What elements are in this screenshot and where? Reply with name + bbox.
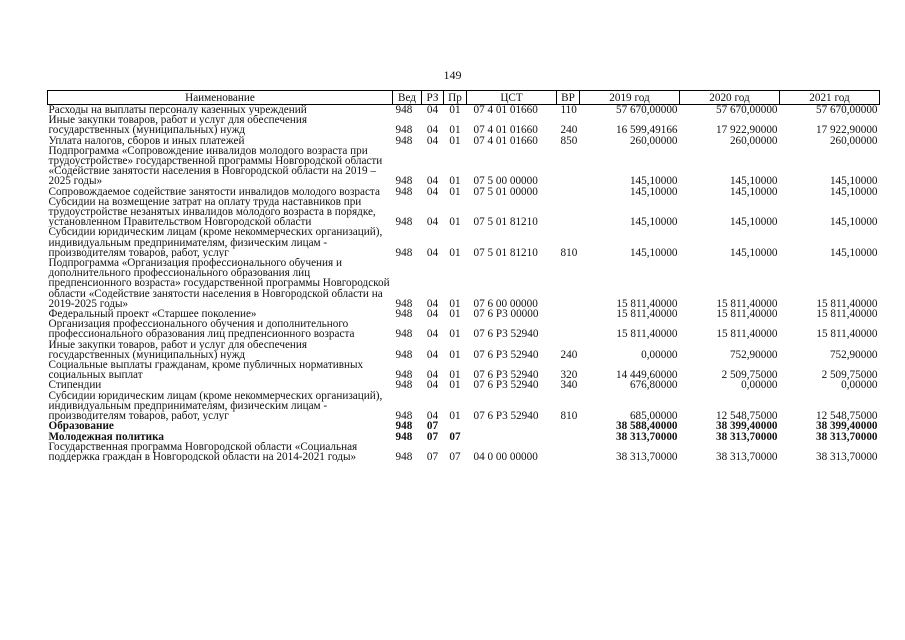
table-row: [48, 136, 880, 146]
cell-rz: 07: [426, 421, 439, 432]
cell-2020: 15 811,40000: [716, 309, 778, 320]
cell-2019: 145,10000: [629, 175, 678, 187]
table-row: [48, 258, 880, 309]
cell-cst: 07 5 00 00000: [473, 175, 538, 187]
cell-pr: 01: [449, 175, 461, 187]
cell-rz: 04: [426, 380, 439, 391]
cell-cst: 07 6 P3 52940: [473, 328, 539, 340]
cell-name: Субсидии юридическим лицам (кроме некоммерческих организаций), индивидуальным предпринимателям, физическим лицам - производителям товаров, работ, услуг: [48, 227, 383, 259]
cell-ved: 948: [395, 328, 413, 340]
table-row: [48, 391, 880, 422]
cell-ved: 948: [395, 421, 413, 432]
header-rz: РЗ: [422, 91, 444, 105]
cell-2019: 260,00000: [629, 135, 678, 146]
header-pr: Пр: [444, 91, 467, 105]
cell-pr: 01: [449, 328, 461, 340]
cell-ved: 948: [395, 175, 413, 187]
cell-cst: 07 6 P3 52940: [473, 380, 539, 391]
cell-ved: 948: [395, 348, 413, 361]
cell-cst: 07 4 01 01660: [473, 124, 538, 136]
header-vr: ВР: [557, 91, 580, 105]
cell-2019: 15 811,40000: [616, 297, 678, 310]
cell-2021: 15 811,40000: [816, 297, 878, 310]
cell-2021: 145,10000: [829, 216, 878, 228]
cell-2019: 145,10000: [629, 186, 678, 197]
cell-2021: 2 509,75000: [821, 369, 878, 381]
cell-cst: 07 4 01 01660: [473, 135, 538, 146]
cell-2020: 38 313,70000: [715, 431, 778, 442]
page-number: 149: [443, 68, 462, 82]
cell-2019: 0,00000: [641, 348, 678, 361]
cell-name: Иные закупки товаров, работ и услуг для обеспечения государственных (муниципальных) нужд: [48, 339, 308, 361]
cell-pr: 01: [449, 216, 461, 228]
cell-2020: 0,00000: [741, 380, 778, 391]
cell-vr: [557, 421, 580, 431]
header-name: Наименование: [48, 91, 393, 105]
cell-name: Молодежная политика: [48, 431, 164, 442]
table-row: [48, 340, 880, 360]
cell-name: Подпрограмма «Организация профессионального обучения и дополнительного профессионального образования лиц предпенсионного возраста» государственной программы Новгородской области «Содействие занятости населения в Новгородской области на 2019-2025 годы»: [48, 258, 390, 310]
cell-cst: 07 6 P3 52940: [473, 348, 539, 361]
cell-pr: 01: [449, 410, 461, 422]
cell-vr: [557, 309, 580, 319]
header-cst: ЦСТ: [467, 91, 557, 105]
cell-2020: 145,10000: [729, 186, 778, 197]
table-row: [48, 187, 880, 197]
cell-vr: 240: [560, 124, 578, 136]
cell-cst: 07 6 P3 00000: [473, 309, 539, 320]
cell-ved: 948: [395, 369, 413, 381]
cell-cst: [467, 421, 557, 431]
cell-2019: 145,10000: [629, 216, 678, 228]
cell-cst: 07 4 01 01660: [473, 104, 538, 116]
cell-pr: 07: [449, 431, 461, 442]
cell-rz: 04: [426, 309, 439, 320]
cell-2021: 38 399,40000: [815, 421, 878, 432]
cell-2020: 57 670,00000: [715, 104, 778, 116]
cell-vr: [557, 146, 580, 187]
table-row: [48, 360, 880, 380]
table-row: [48, 432, 880, 442]
cell-rz: 04: [426, 297, 439, 310]
cell-name: Организация профессионального обучения и дополнительного профессионального образования лиц предпенсионного возраста: [48, 319, 355, 340]
cell-name: Подпрограмма «Сопровождение инвалидов молодого возраста при трудоустройстве» государственной программы Новгородской области «Содействие занятости населения в Новгородской области на 2019 – 2025 годы»: [48, 145, 383, 187]
cell-vr: 850: [560, 135, 578, 146]
cell-name: Расходы на выплаты персоналу казенных учреждений: [48, 104, 307, 116]
cell-cst: 07 6 P3 52940: [473, 410, 539, 422]
cell-2021: 38 313,70000: [815, 450, 878, 463]
cell-rz: 04: [426, 135, 439, 146]
cell-2019: 14 449,60000: [615, 369, 678, 381]
cell-vr: 340: [560, 380, 578, 391]
cell-2020: 145,10000: [729, 246, 778, 259]
cell-2019: 38 313,70000: [615, 431, 678, 442]
cell-ved: 948: [395, 186, 413, 197]
table-row: [48, 442, 880, 462]
cell-pr: 01: [449, 369, 461, 381]
cell-name: Субсидии юридическим лицам (кроме некоммерческих организаций), индивидуальным предпринимателям, физическим лицам - производителям товаров, работ, услуг: [48, 390, 383, 422]
cell-vr: [557, 442, 580, 462]
cell-2020: 17 922,90000: [715, 124, 778, 136]
cell-2019: 16 599,49166: [615, 124, 678, 136]
table-header-row: [48, 91, 880, 105]
table-row: [48, 197, 880, 228]
header-2019: 2019 год: [580, 91, 680, 105]
cell-2021: 260,00000: [829, 135, 878, 146]
cell-cst: 07 6 P3 52940: [473, 369, 539, 381]
cell-cst: 04 0 00 00000: [473, 450, 538, 463]
cell-name: Субсидии на возмещение затрат на оплату труда наставников при трудоустройстве незанятых инвалидов молодого возраста в порядке, установленном Правительством Новгородской области: [48, 196, 376, 228]
cell-name: Социальные выплаты гражданам, кроме публичных нормативных социальных выплат: [48, 360, 364, 381]
cell-name: Сопровождаемое содействие занятости инвалидов молодого возраста: [48, 186, 380, 197]
cell-ved: 948: [395, 246, 413, 259]
table-row: [48, 105, 880, 116]
cell-name: Федеральный проект «Старшее поколение»: [48, 309, 257, 320]
cell-2020: 260,00000: [729, 135, 778, 146]
header-2020: 2020 год: [680, 91, 780, 105]
cell-cst: 07 6 00 00000: [473, 297, 538, 310]
cell-cst: [467, 432, 557, 442]
cell-2021: 0,00000: [841, 380, 878, 391]
cell-name: Стипендии: [48, 380, 102, 391]
table-row: [48, 319, 880, 339]
table-row: [48, 309, 880, 319]
cell-2021: 15 811,40000: [816, 309, 878, 320]
cell-2020: 15 811,40000: [716, 297, 778, 310]
table-row: [48, 146, 880, 187]
cell-ved: 948: [395, 380, 413, 391]
cell-ved: 948: [395, 216, 413, 228]
cell-ved: 948: [395, 450, 413, 463]
header-ved: Вед: [393, 91, 422, 105]
cell-pr: 01: [449, 135, 461, 146]
cell-ved: 948: [395, 309, 413, 320]
cell-2020: 752,90000: [729, 348, 778, 361]
cell-vr: [557, 432, 580, 442]
cell-2019: 145,10000: [629, 246, 678, 259]
cell-vr: [557, 187, 580, 197]
cell-2021: 57 670,00000: [815, 104, 878, 116]
cell-pr: 07: [449, 450, 461, 463]
cell-vr: [557, 197, 580, 228]
cell-2019: 685,00000: [629, 410, 678, 422]
cell-rz: 07: [426, 450, 439, 463]
cell-rz: 04: [426, 328, 439, 340]
cell-ved: 948: [395, 410, 413, 422]
cell-vr: 240: [560, 348, 578, 361]
cell-2019: 38 313,70000: [615, 450, 678, 463]
cell-2019: 57 670,00000: [615, 104, 678, 116]
cell-pr: 01: [449, 246, 461, 259]
cell-2019: 676,80000: [629, 380, 678, 391]
cell-pr: 01: [449, 348, 461, 361]
cell-2019: 38 588,40000: [615, 421, 678, 432]
cell-rz: 04: [426, 216, 439, 228]
cell-rz: 04: [426, 246, 439, 259]
cell-cst: 07 5 01 81210: [473, 246, 538, 259]
cell-vr: [557, 258, 580, 309]
cell-rz: 04: [426, 369, 439, 381]
cell-2019: 15 811,40000: [616, 328, 678, 340]
table-row: [48, 380, 880, 390]
cell-2020: 38 313,70000: [715, 450, 778, 463]
cell-ved: 948: [395, 297, 413, 310]
cell-ved: 948: [395, 135, 413, 146]
cell-pr: 01: [449, 186, 461, 197]
cell-2021: 145,10000: [829, 186, 878, 197]
cell-ved: 948: [395, 104, 413, 116]
cell-2020: 12 548,75000: [715, 410, 778, 422]
cell-ved: 948: [395, 431, 413, 442]
cell-2020: 2 509,75000: [721, 369, 778, 381]
cell-2021: 145,10000: [829, 175, 878, 187]
cell-2019: 15 811,40000: [616, 309, 678, 320]
cell-pr: 01: [449, 104, 461, 116]
cell-name: Иные закупки товаров, работ и услуг для обеспечения государственных (муниципальных) нужд: [48, 115, 308, 136]
cell-rz: 04: [426, 104, 439, 116]
cell-rz: 07: [426, 431, 439, 442]
cell-pr: 01: [449, 124, 461, 136]
cell-cst: 07 5 01 00000: [473, 186, 538, 197]
header-2021: 2021 год: [780, 91, 880, 105]
cell-2021: 17 922,90000: [815, 124, 878, 136]
cell-pr: [444, 421, 467, 431]
cell-vr: 810: [560, 410, 578, 422]
cell-2021: 145,10000: [829, 246, 878, 259]
cell-ved: 948: [395, 124, 413, 136]
cell-rz: 04: [426, 124, 439, 136]
budget-table: [47, 90, 880, 462]
cell-pr: 01: [449, 380, 461, 391]
cell-name: Образование: [48, 421, 114, 432]
cell-pr: 01: [449, 309, 461, 320]
table-body: [48, 105, 880, 463]
cell-rz: 04: [426, 348, 439, 361]
cell-name: Уплата налогов, сборов и иных платежей: [48, 135, 245, 146]
table-row: [48, 227, 880, 258]
cell-2021: 752,90000: [829, 348, 878, 361]
cell-2020: 145,10000: [729, 216, 778, 228]
cell-cst: 07 5 01 81210: [473, 216, 538, 228]
cell-vr: 810: [560, 246, 578, 259]
table-row: [48, 421, 880, 431]
cell-vr: 320: [560, 369, 578, 381]
cell-rz: 04: [426, 410, 439, 422]
cell-2020: 145,10000: [729, 175, 778, 187]
cell-pr: 01: [449, 297, 461, 310]
table-row: [48, 115, 880, 135]
cell-2020: 38 399,40000: [715, 421, 778, 432]
cell-vr: 110: [560, 104, 577, 116]
cell-vr: [557, 319, 580, 339]
cell-2021: 12 548,75000: [815, 410, 878, 422]
cell-2021: 38 313,70000: [815, 431, 878, 442]
cell-rz: 04: [426, 175, 439, 187]
cell-rz: 04: [426, 186, 439, 197]
cell-name: Государственная программа Новгородской области «Социальная поддержка граждан в Новгородской области на 2014-2021 годы»: [48, 441, 358, 463]
cell-2021: 15 811,40000: [816, 328, 878, 340]
cell-2020: 15 811,40000: [716, 328, 778, 340]
